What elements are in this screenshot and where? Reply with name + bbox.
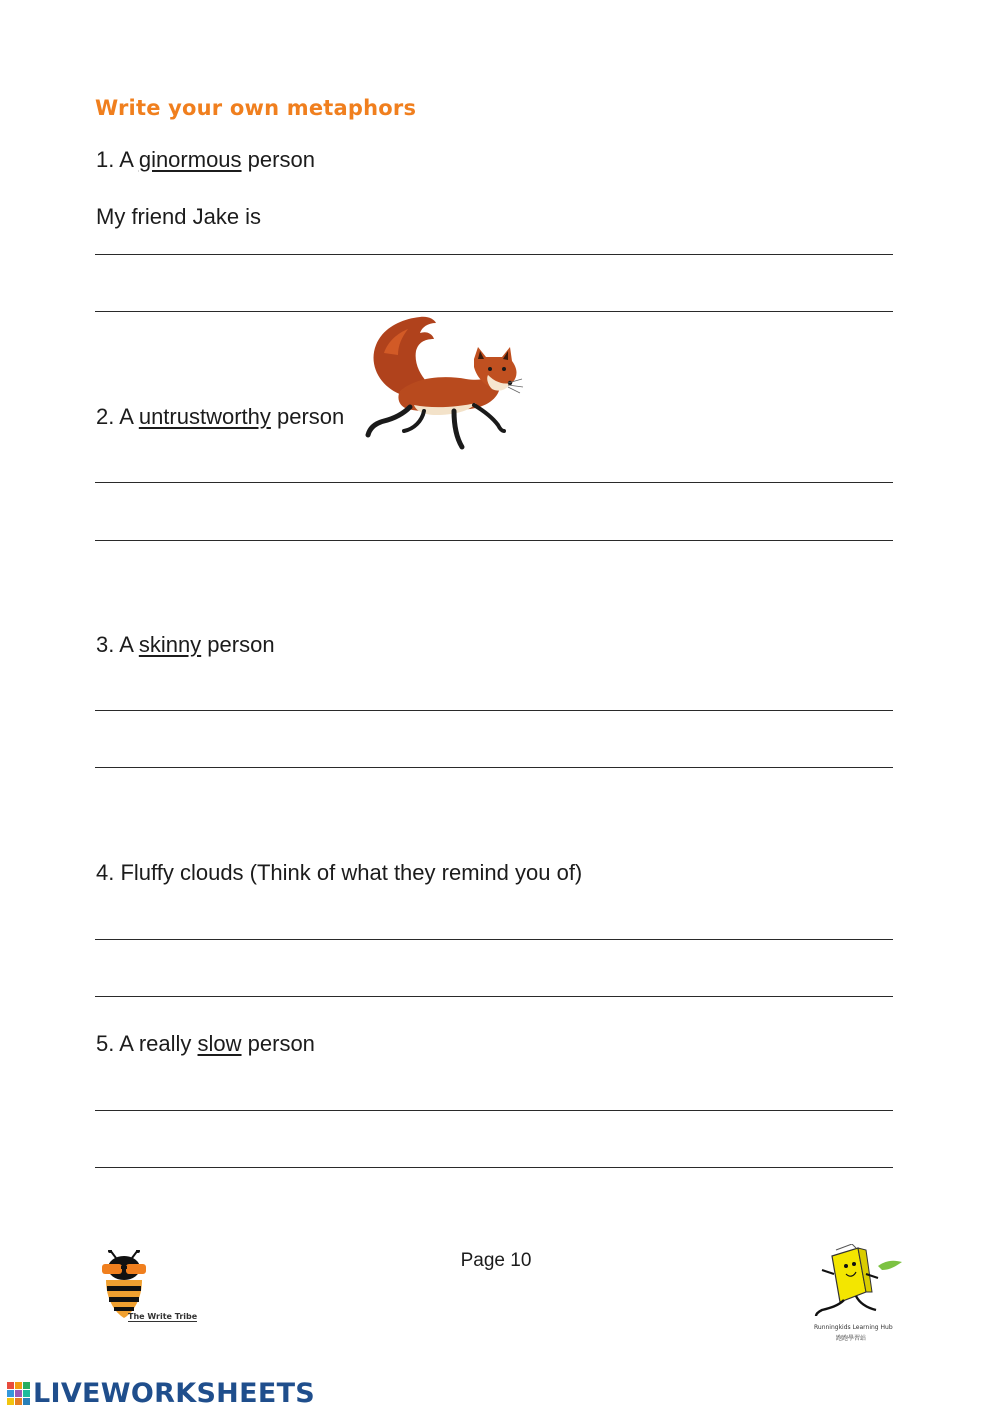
- fox-front-leg: [454, 411, 462, 447]
- question-1-prefix: 1. A: [96, 147, 139, 172]
- question-3: [96, 632, 275, 658]
- question-3-keyword: skinny: [138, 632, 202, 657]
- question-1-suffix: person: [241, 147, 315, 172]
- write-tribe-text: The Write Tribe: [128, 1312, 198, 1321]
- answer-line-1b[interactable]: [95, 311, 893, 312]
- answer-line-2a[interactable]: [95, 482, 893, 483]
- question-2: [96, 404, 344, 430]
- answer-line-3b[interactable]: [95, 767, 893, 768]
- example-prompt: My friend Jake is: [96, 204, 262, 229]
- page-number-label: Page 10: [460, 1250, 532, 1271]
- answer-line-2b[interactable]: [95, 540, 893, 541]
- answer-line-4b[interactable]: [95, 996, 893, 997]
- worksheet-title: Write your own metaphors: [95, 96, 417, 120]
- answer-line-5a[interactable]: [95, 1110, 893, 1111]
- liveworksheets-watermark[interactable]: LIVEWORKSHEETS: [33, 1378, 316, 1409]
- answer-line-1a[interactable]: [95, 254, 893, 255]
- running-book-icon: [812, 1244, 908, 1322]
- liveworksheets-logo-icon: [7, 1382, 31, 1406]
- question-5-suffix: person: [241, 1031, 315, 1056]
- answer-line-3a[interactable]: [95, 710, 893, 711]
- question-2-prefix: 2. A: [96, 404, 139, 429]
- answer-line-5b[interactable]: [95, 1167, 893, 1168]
- question-5: [96, 1031, 315, 1057]
- runningkids-logo: [810, 1244, 910, 1344]
- runningkids-text: Runningkids Learning Hub: [814, 1324, 893, 1331]
- question-3-prefix: 3. A: [96, 632, 139, 657]
- fox-illustration: [362, 313, 524, 453]
- question-1: [96, 147, 315, 173]
- question-4: 4. Fluffy clouds (Think of what they remind you of): [96, 860, 583, 885]
- question-2-suffix: person: [270, 404, 345, 429]
- runningkids-subtext: 跑跑學習站: [836, 1335, 867, 1342]
- question-5-keyword: slow: [197, 1031, 242, 1056]
- question-5-prefix: 5. A really: [96, 1031, 198, 1056]
- answer-line-4a[interactable]: [95, 939, 893, 940]
- question-3-suffix: person: [201, 632, 275, 657]
- question-2-keyword: untrustworthy: [138, 404, 271, 429]
- question-1-keyword: ginormous: [138, 147, 242, 172]
